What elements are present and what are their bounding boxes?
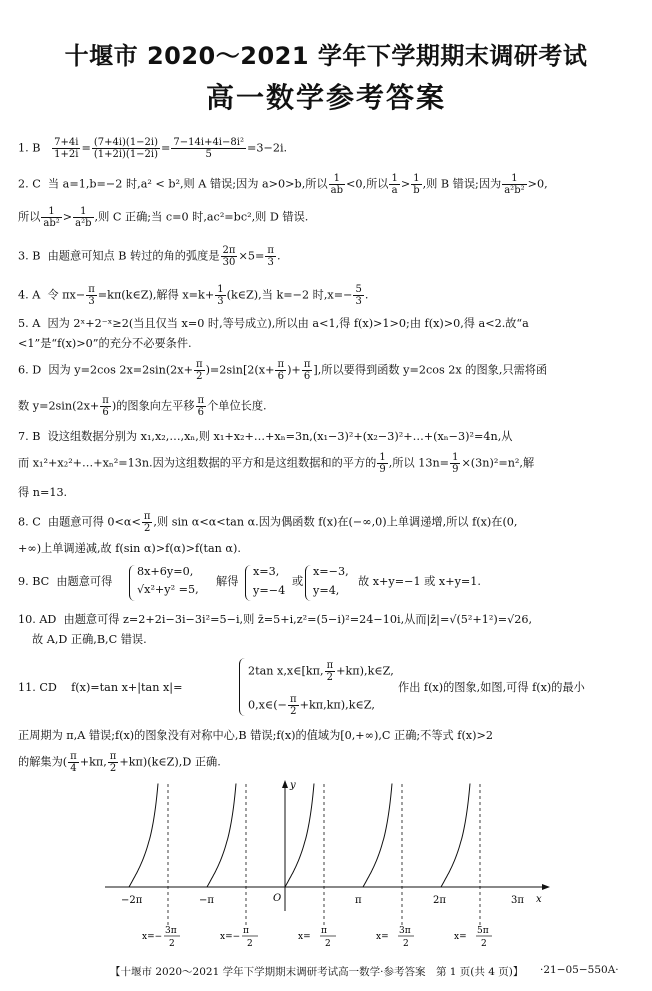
svg-text:2: 2 (247, 939, 253, 949)
left-brace (239, 658, 247, 716)
svg-text:x=−: x=− (142, 932, 163, 942)
svg-text:3π: 3π (165, 926, 177, 936)
svg-text:2: 2 (481, 939, 487, 949)
tick-label: 3π (511, 895, 524, 906)
svg-text:3π: 3π (399, 926, 411, 936)
asymptote-label (376, 926, 414, 949)
curves-group (129, 784, 470, 888)
tick-label: −2π (121, 895, 143, 906)
curve-branch (363, 784, 392, 888)
answer-7-line3: 得 n=13. (18, 486, 68, 499)
answer-10: 10. AD 由题意可得 z=2+2i−3i−3i²=5−i,则 z̄=5+i,z²=(5−i)²=24−10i,从而|z̄|=√(5²+1²)=√26, (18, 613, 533, 626)
fraction: $\frac{\text{7−14i+4i−8i²}}{5}$ (173, 137, 244, 160)
y-axis-label: y (290, 780, 296, 791)
answer-5-line2: <1”是“f(x)>0”的充分不必要条件. (18, 337, 192, 350)
asymptote-label (142, 926, 180, 949)
svg-text:π: π (243, 926, 249, 936)
answer-8: 8. C 由题意可得 0<α< $\frac{\pi}{2}$ ,则 sin α<α<tan α.因为偶函数 f(x)在(−∞,0)上单调递增,所以 f(x)在(0, (18, 511, 518, 534)
curve-branch (207, 784, 236, 888)
fraction: $\frac{7+4i}{1+2i}$ (54, 137, 79, 160)
ticks-group (121, 895, 524, 906)
answer-8-line2: +∞)上单调递减,故 f(sin α)>f(α)>f(tan α). (18, 542, 241, 555)
answer-10-line2: 故 A,D 正确,B,C 错误. (32, 633, 147, 646)
answer-5: 5. A 因为 2ˣ+2⁻ˣ≥2(当且仅当 x=0 时,等号成立),所以由 a<1,得 f(x)>1>0;由 f(x)>0,得 a<2.故“a (18, 317, 529, 330)
asymptote-label (298, 926, 336, 949)
tick-label: −π (199, 895, 214, 906)
svg-text:x=: x= (298, 932, 311, 942)
svg-text:x=: x= (454, 932, 467, 942)
svg-text:x=−: x=− (220, 932, 241, 942)
asymptotes-group (142, 784, 492, 949)
answer-6-line2: 数 y=2sin(2x+ $\frac{\pi}{6}$ )的图象向左平移 $\frac{\pi}{6}$ 个单位长度. (18, 395, 267, 418)
asymptote-label (220, 926, 258, 949)
svg-text:2: 2 (403, 939, 409, 949)
curve-branch (285, 784, 314, 888)
answer-1: 1. B $\frac{7+4i}{1+2i}$ = $\frac{(7+4i)(1-2i)}{(1+2i)(1-2i)}$ = $\frac{\text{7−14i+4i−8i²}}{5}$ =3−2i. (18, 137, 288, 160)
function-graph (100, 776, 560, 954)
footer-text: 【十堰市 2020～2021 学年下学期期末调研考试高一数学·参考答案 第 1 页(共 4 页)】 (110, 966, 524, 978)
answer-2: 2. C 当 a=1,b=−2 时,a² < b²,则 A 错误;因为 a>0>b,所以 $\frac{1}{ab}$ <0,所以 $\frac{1}{a}$ > $\frac{1}{b}$ ,则 B 错误;因为 $\frac{1}{\text{a²b²}}$ >0, (18, 173, 548, 196)
answer-2-line2: 所以 $\frac{1}{\text{ab²}}$ > $\frac{1}{\text{a²b}}$ ,则 C 正确;当 c=0 时,ac²=bc²,则 D 错误. (18, 206, 309, 229)
asymptote-label (454, 926, 492, 949)
answer-7-line2: 而 x₁²+x₂²+…+xₙ²=13n.因为这组数据的平方和是这组数据和的平方的 $\frac{1}{9}$ ,所以 13n= $\frac{1}{9}$ ×(3n)²=n²,解 (18, 452, 535, 475)
tick-label: π (355, 895, 362, 906)
left-brace (245, 565, 252, 601)
svg-text:π: π (321, 926, 327, 936)
tick-label: 2π (433, 895, 446, 906)
x-axis-arrow (542, 884, 550, 890)
svg-text:2: 2 (325, 939, 331, 949)
curve-branch (441, 784, 470, 888)
y-axis-arrow (282, 780, 288, 788)
origin-label: O (273, 893, 282, 904)
svg-text:2: 2 (169, 939, 175, 949)
left-brace (305, 565, 312, 601)
left-brace (129, 565, 136, 601)
fraction: $\frac{(7+4i)(1-2i)}{(1+2i)(1-2i)}$ (93, 137, 159, 160)
svg-text:5π: 5π (477, 926, 489, 936)
footer-code: ·21−05−550A· (540, 964, 619, 976)
answer-key-title: 高一数学参考答案 (205, 81, 446, 114)
svg-text:x=: x= (376, 932, 389, 942)
answer-4: 4. A 令 πx− $\frac{\pi}{3}$ =kπ(k∈Z),解得 x=k+ $\frac{1}{3}$ (k∈Z),当 k=−2 时,x=− $\frac{5}{3}$ . (18, 284, 369, 307)
answer-7: 7. B 设这组数据分别为 x₁,x₂,…,xₙ,则 x₁+x₂+…+xₙ=3n,(x₁−3)²+(x₂−3)²+…+(xₙ−3)²=4n,从 (18, 430, 513, 443)
curve-branch (129, 784, 158, 888)
answer-6: 6. D 因为 y=2cos 2x=2sin(2x+ $\frac{\pi}{2}$ )=2sin[2(x+ $\frac{\pi}{6}$ )+ $\frac{\pi}{6}$ ],所以要得到函数 y=2cos 2x 的图象,只需将函 (18, 359, 548, 382)
exam-title: 十堰市 2020～2021 学年下学期期末调研考试 (64, 42, 588, 70)
answer-3: 3. B 由题意可知点 B 转过的角的弧度是 $\frac{2\pi}{30}$ ×5= $\frac{\pi}{3}$ . (18, 245, 281, 268)
x-axis-label: x (536, 894, 542, 905)
